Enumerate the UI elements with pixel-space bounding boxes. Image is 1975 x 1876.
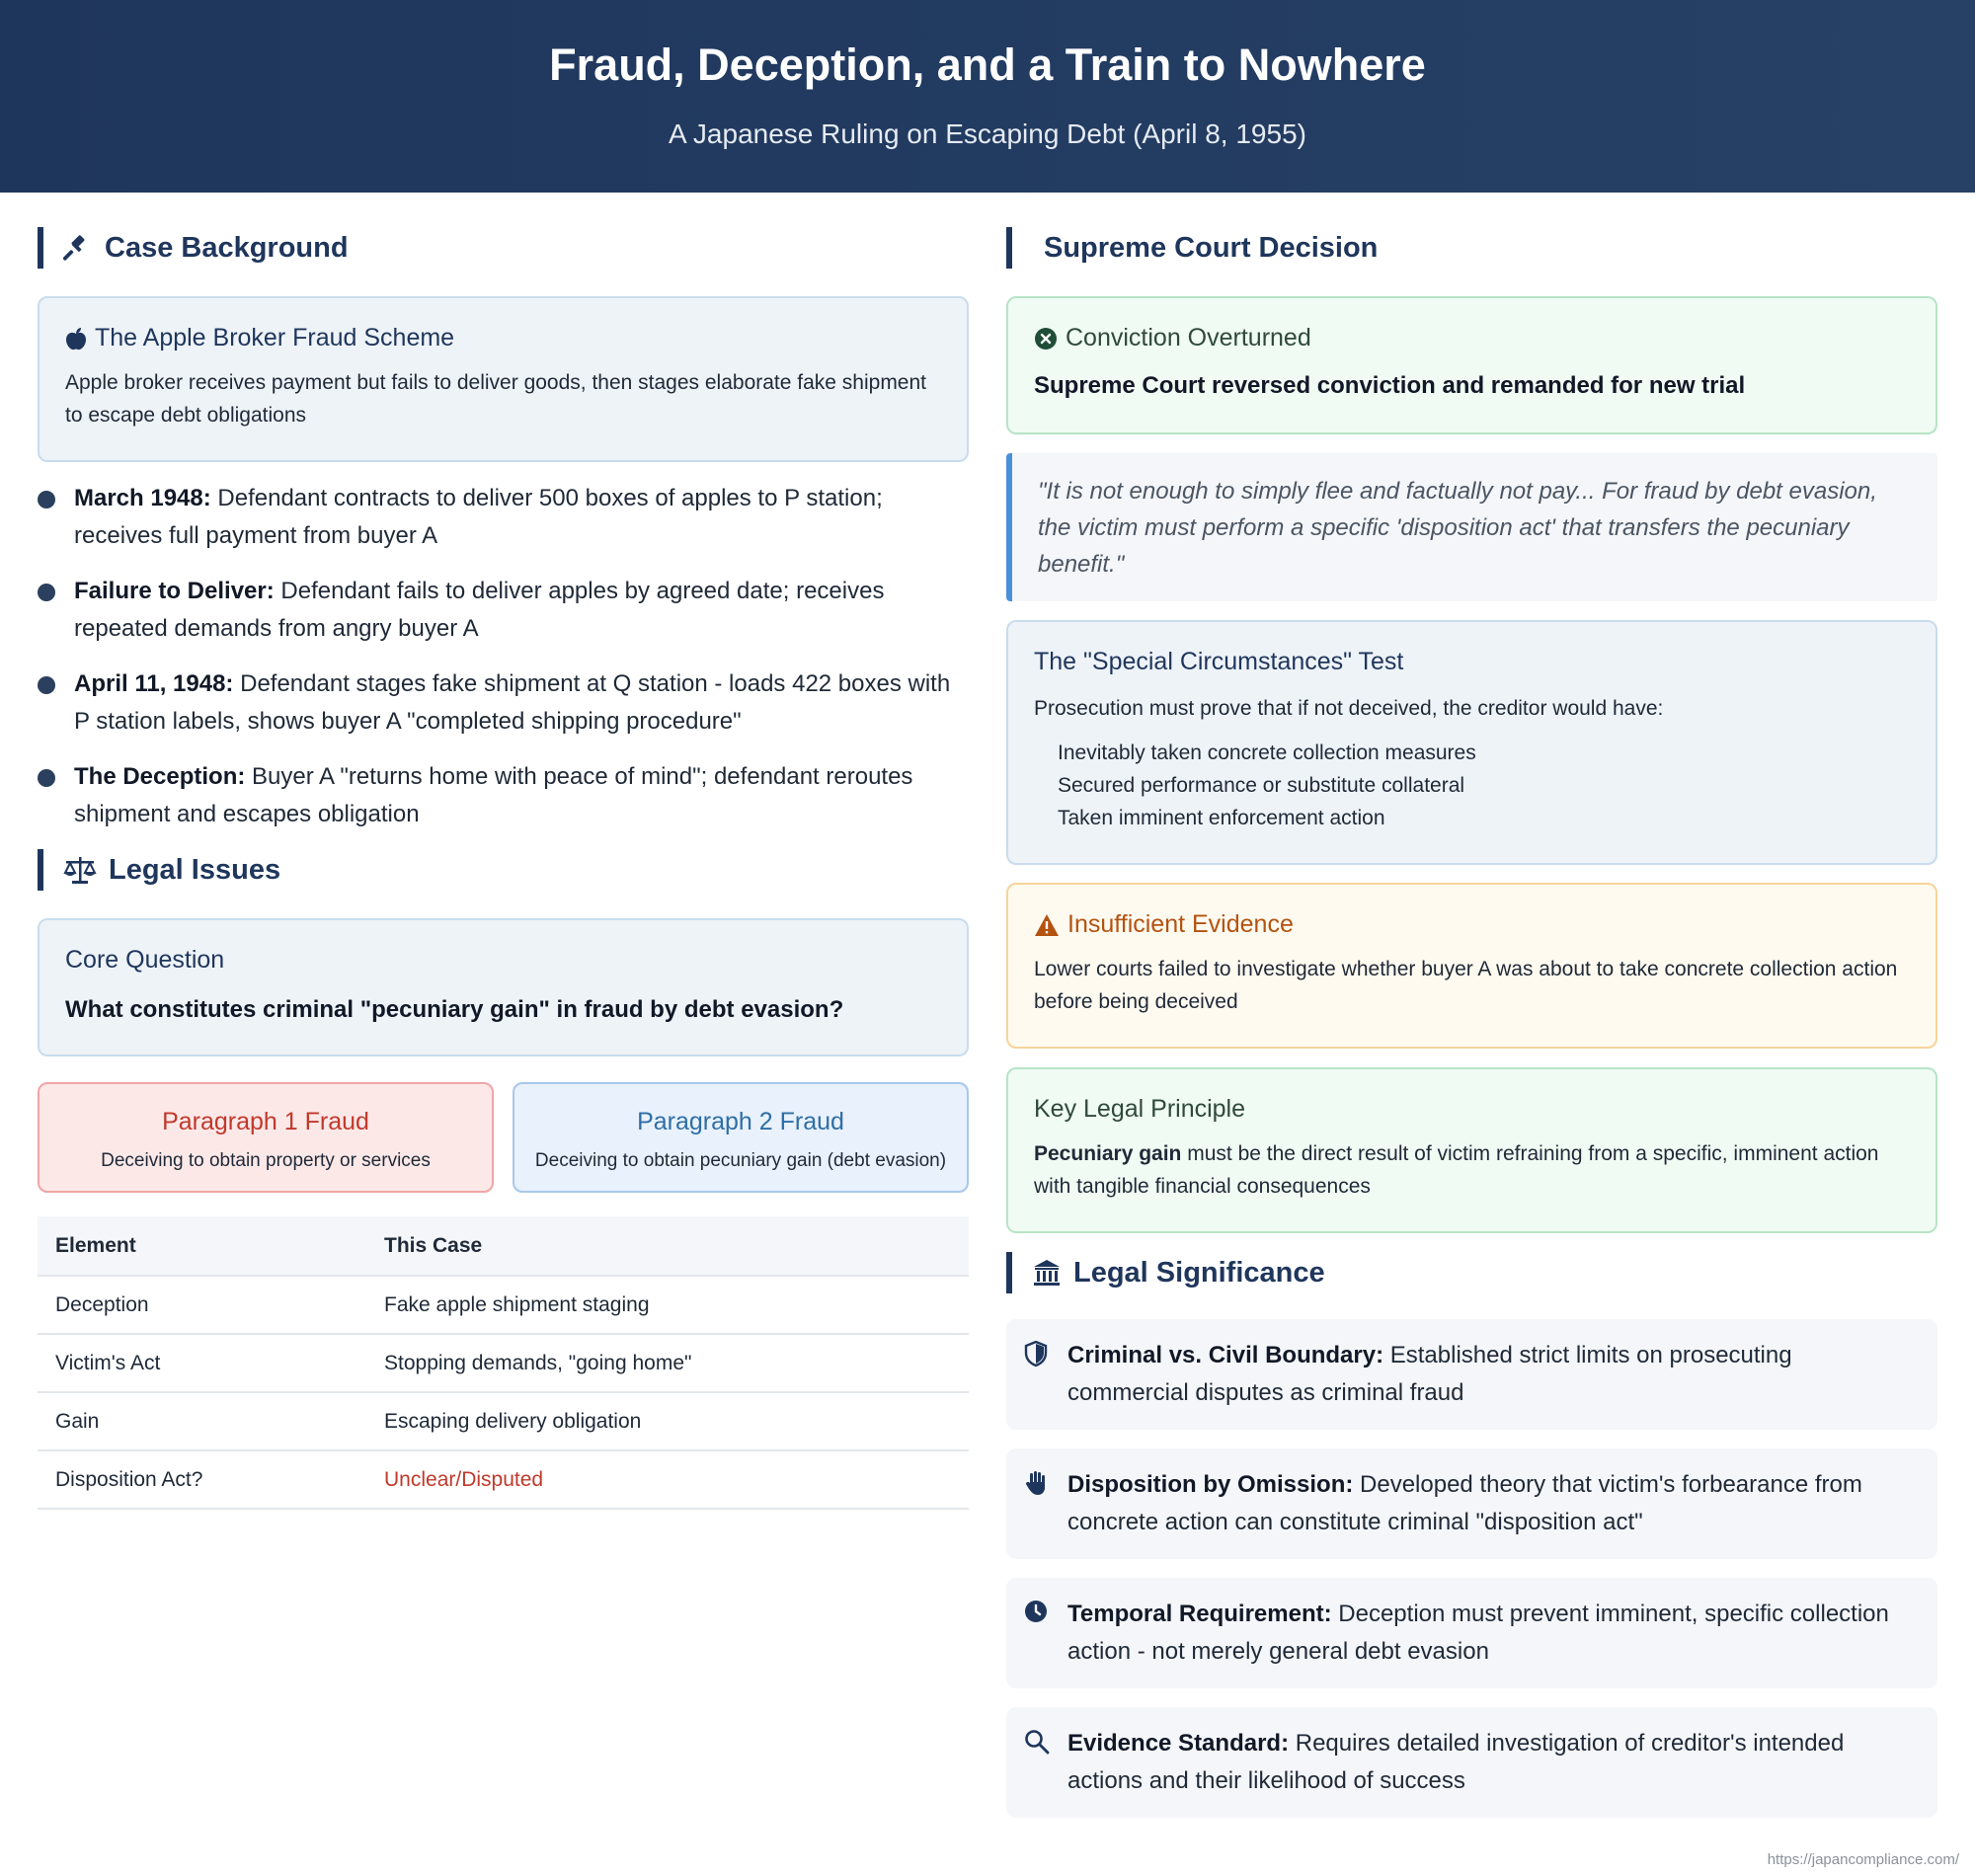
elements-table	[38, 1216, 969, 1510]
table-row	[38, 1334, 969, 1392]
key-principle-card	[1006, 1067, 1937, 1233]
test-item: Secured performance or substitute collateral	[1058, 774, 1465, 797]
table-cell-disputed: Unclear/Disputed	[366, 1450, 969, 1509]
page-title: Fraud, Deception, and a Train to Nowhere	[549, 39, 1426, 90]
scheme-card-title: The Apple Broker Fraud Scheme	[95, 324, 455, 352]
insufficient-title: Insufficient Evidence	[1067, 910, 1294, 938]
page-header	[0, 0, 1975, 193]
timeline-item: April 11, 1948: Defendant stages fake shipment at Q station - loads 422 boxes with P station labels, shows buyer A "completed shipping procedure"	[38, 665, 969, 741]
paragraph2-box	[513, 1082, 969, 1193]
paragraph1-box	[38, 1082, 494, 1193]
section-legal-issues	[38, 849, 280, 891]
table-cell: Victim's Act	[38, 1334, 366, 1392]
table-cell: Escaping delivery obligation	[366, 1392, 969, 1450]
paragraph2-text: Deceiving to obtain pecuniary gain (debt evasion)	[534, 1150, 947, 1171]
x-circle-icon	[1034, 327, 1058, 351]
test-item: Taken imminent enforcement action	[1058, 807, 1385, 829]
test-intro: Prosecution must prove that if not deceived, the creditor would have:	[1034, 697, 1664, 720]
section-case-background	[38, 227, 349, 269]
table-cell: Gain	[38, 1392, 366, 1450]
table-cell: Stopping demands, "going home"	[366, 1334, 969, 1392]
significance-item: Evidence Standard: Requires detailed investigation of creditor's intended actions and their likelihood of success	[1006, 1707, 1937, 1818]
core-question-text: What constitutes criminal "pecuniary gain" in fraud by debt evasion?	[65, 996, 844, 1023]
warning-icon	[1034, 913, 1060, 937]
table-header: Element	[38, 1216, 366, 1276]
conviction-overturned-card	[1006, 296, 1937, 434]
significance-item: Disposition by Omission: Developed theory that victim's forbearance from concrete action can constitute criminal "disposition act"	[1006, 1448, 1937, 1559]
clock-icon	[1024, 1600, 1048, 1623]
test-list	[1034, 737, 1910, 834]
special-circumstances-card	[1006, 620, 1937, 865]
overturned-title: Conviction Overturned	[1066, 324, 1311, 352]
page-subtitle: A Japanese Ruling on Escaping Debt (April 8, 1955)	[669, 118, 1306, 149]
principle-title: Key Legal Principle	[1034, 1095, 1246, 1123]
significance-item: Temporal Requirement: Deception must prevent imminent, specific collection action - not merely general debt evasion	[1006, 1578, 1937, 1688]
hand-icon	[1024, 1470, 1048, 1496]
test-item: Inevitably taken concrete collection measures	[1058, 742, 1476, 764]
court-quote: "It is not enough to simply flee and factually not pay... For fraud by debt evasion, the victim must perform a specific 'disposition act' that transfers the pecuniary benefit."	[1006, 453, 1937, 601]
table-row	[38, 1450, 969, 1509]
timeline-item: The Deception: Buyer A "returns home with peace of mind"; defendant reroutes shipment and escapes obligation	[38, 758, 969, 833]
section-legal-significance	[1006, 1252, 1325, 1293]
apple-icon	[65, 327, 87, 351]
section-title-text: Case Background	[105, 231, 349, 264]
section-title-text: Legal Significance	[1073, 1256, 1325, 1289]
section-title-text: Supreme Court Decision	[1044, 231, 1379, 264]
scales-icon	[63, 855, 97, 885]
timeline-item: Failure to Deliver: Defendant fails to deliver apples by agreed date; receives repeated demands from angry buyer A	[38, 573, 969, 648]
section-title-text: Legal Issues	[109, 853, 281, 886]
table-header: This Case	[366, 1216, 969, 1276]
footer-url: https://japancompliance.com/	[1767, 1851, 1959, 1868]
insufficient-evidence-card	[1006, 883, 1937, 1049]
shield-icon	[1024, 1341, 1048, 1367]
paragraph2-title: Paragraph 2 Fraud	[637, 1108, 844, 1135]
section-supreme-court-decision	[1006, 227, 1378, 269]
table-cell: Disposition Act?	[38, 1450, 366, 1509]
paragraph1-title: Paragraph 1 Fraud	[162, 1108, 369, 1135]
principle-text: Pecuniary gain must be the direct result of victim refraining from a specific, imminent action with tangible financial consequences	[1034, 1142, 1879, 1198]
table-row	[38, 1392, 969, 1450]
core-question-card	[38, 918, 969, 1056]
scheme-card	[38, 296, 969, 462]
paragraph-comparison	[38, 1082, 969, 1193]
scheme-card-text: Apple broker receives payment but fails to deliver goods, then stages elaborate fake shipment to escape debt obligations	[65, 371, 927, 427]
overturned-text: Supreme Court reversed conviction and remanded for new trial	[1034, 372, 1746, 399]
table-row	[38, 1276, 969, 1334]
significance-item: Criminal vs. Civil Boundary: Established strict limits on prosecuting commercial disputes as criminal fraud	[1006, 1319, 1937, 1430]
bank-icon	[1032, 1258, 1062, 1288]
gavel-icon	[63, 233, 93, 263]
search-icon	[1024, 1729, 1050, 1755]
table-header-row	[38, 1216, 969, 1276]
table-cell: Deception	[38, 1276, 366, 1334]
paragraph1-text: Deceiving to obtain property or services	[101, 1150, 431, 1171]
insufficient-text: Lower courts failed to investigate whether buyer A was about to take concrete collection action before being deceived	[1034, 958, 1898, 1013]
table-cell: Fake apple shipment staging	[366, 1276, 969, 1334]
timeline-item: March 1948: Defendant contracts to deliver 500 boxes of apples to P station; receives full payment from buyer A	[38, 480, 969, 555]
test-title: The "Special Circumstances" Test	[1034, 648, 1404, 675]
core-question-title: Core Question	[65, 946, 225, 974]
